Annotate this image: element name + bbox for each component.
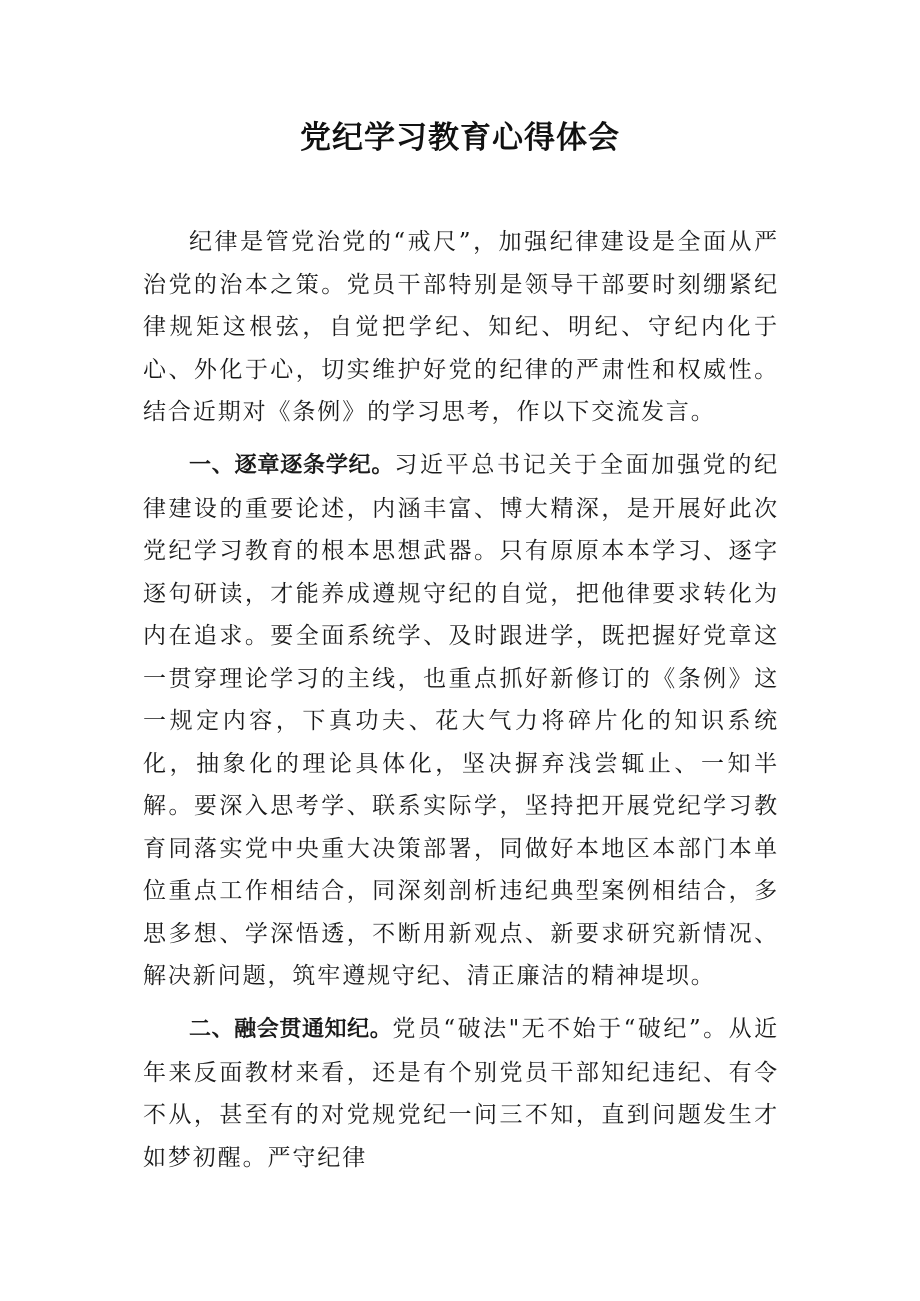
section-paragraph-1	[143, 444, 779, 998]
section-text-2: 党员“破法"无不始于“破纪”。从近年来反面教材来看，还是有个别党员干部知纪违纪、有令不从，甚至有的对党规党纪一问三不知，直到问题发生才如梦初醒。严守纪律	[143, 1016, 779, 1171]
section-text-1: 习近平总书记关于全面加强党的纪律建设的重要论述，内涵丰富、博大精深，是开展好此次党纪学习教育的根本思想武器。只有原原本本学习、逐字逐句研读，才能养成遵规守纪的自觉，把他律要求转化为内在追求。要全面系统学、及时跟进学，既把握好党章这一贯穿理论学习的主线，也重点抓好新修订的《条例》这一规定内容，下真功夫、花大气力将碎片化的知识系统化，抽象化的理论具体化，坚决摒弃浅尝辄止、一知半解。要深入思考学、联系实际学，坚持把开展党纪学习教育同落实党中央重大决策部署，同做好本地区本部门本单位重点工作相结合，同深刻剖析违纪典型案例相结合，多思多想、学深悟透，不断用新观点、新要求研究新情况、解决新问题，筑牢遵规守纪、清正廉洁的精神堤坝。	[143, 452, 779, 989]
section-paragraph-2	[143, 1008, 779, 1179]
intro-paragraph: 纪律是管党治党的“戒尺”，加强纪律建设是全面从严治党的治本之策。党员干部特别是领导干部要时刻绷紧纪律规矩这根弦，自觉把学纪、知纪、明纪、守纪内化于心、外化于心，切实维护好党的纪律的严肃性和权威性。结合近期对《条例》的学习思考，作以下交流发言。	[143, 229, 779, 425]
document-title: 党纪学习教育心得体会	[300, 120, 620, 156]
section-heading-1: 一、逐章逐条学纪。	[189, 453, 395, 478]
document-body	[143, 221, 779, 1190]
section-heading-2: 二、融会贯通知纪。	[189, 1017, 393, 1042]
